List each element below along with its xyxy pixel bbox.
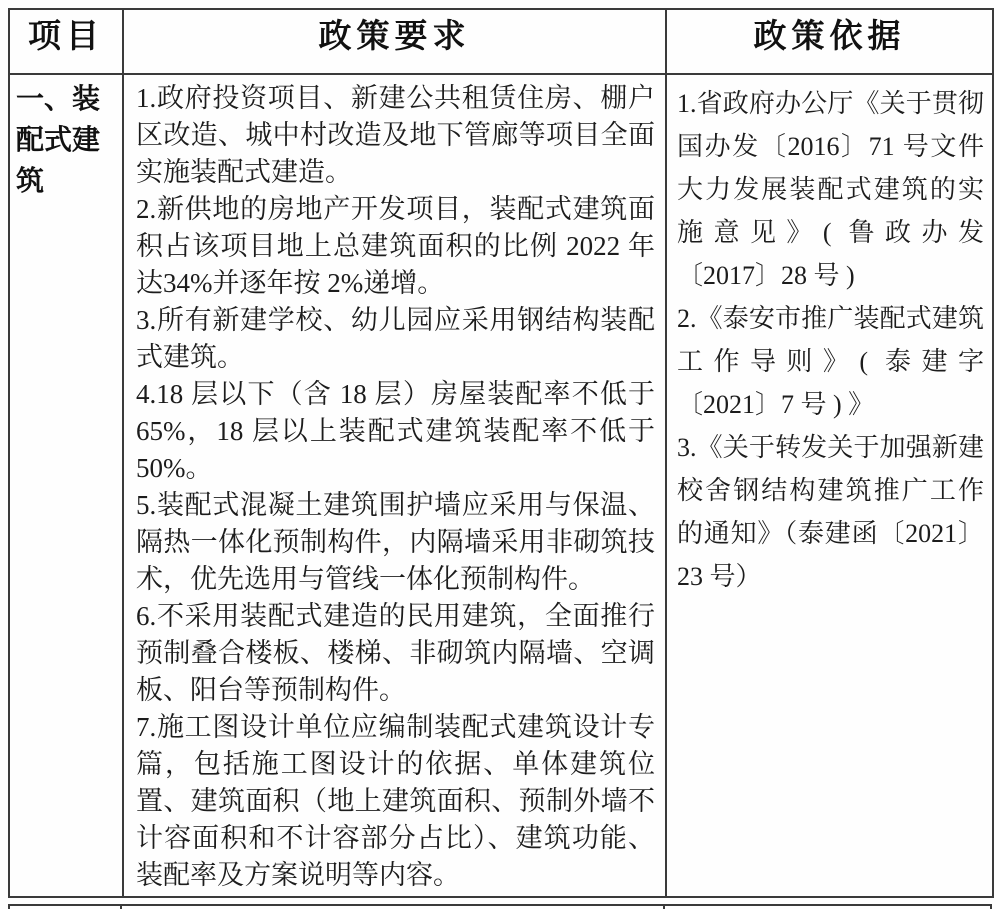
basis-paragraph: 1.省政府办公厅《关于贯彻国办发〔2016〕71 号文件大力发展装配式建筑的实施意见》( 鲁政办发〔2017〕28 号 ) bbox=[677, 89, 984, 290]
basis-paragraph: 2.《泰安市推广装配式建筑工作导则》( 泰建字〔2021〕7 号 ) 》 bbox=[677, 304, 984, 419]
requirement-paragraph: 5.装配式混凝土建筑围护墙应采用与保温、隔热一体化预制构件，内隔墙采用非砌筑技术，优先选用与管线一体化预制构件。 bbox=[136, 490, 655, 594]
requirement-paragraph: 2.新供地的房地产开发项目，装配式建筑面积占该项目地上总建筑面积的比例 2022 年达34%并逐年按 2%递增。 bbox=[136, 194, 655, 298]
requirement-paragraph: 7.施工图设计单位应编制装配式建筑设计专篇，包括施工图设计的依据、单体建筑位置、建筑面积（地上建筑面积、预制外墙不计容面积和不计容部分占比）、建筑功能、装配率及方案说明等内容。 bbox=[136, 712, 655, 890]
next-row-cutoff bbox=[8, 904, 992, 909]
header-cell-policy-basis: 政策依据 bbox=[666, 9, 993, 74]
header-row bbox=[9, 9, 993, 74]
basis-paragraph: 3.《关于转发关于加强新建校舍钢结构建筑推广工作的通知》（泰建函〔2021〕23 号） bbox=[677, 433, 984, 591]
requirement-paragraph: 4.18 层以下（含 18 层）房屋装配率不低于65%，18 层以上装配式建筑装配率不低于50%。 bbox=[136, 379, 655, 483]
header-cell-policy-requirements: 政策要求 bbox=[123, 9, 666, 74]
basis-cell bbox=[666, 74, 993, 897]
requirement-paragraph: 1.政府投资项目、新建公共租赁住房、棚户区改造、城中村改造及地下管廊等项目全面实施装配式建造。 bbox=[136, 83, 655, 187]
requirement-paragraph: 3.所有新建学校、幼儿园应采用钢结构装配式建筑。 bbox=[136, 305, 655, 372]
requirements-cell bbox=[123, 74, 666, 897]
requirement-paragraph: 6.不采用装配式建造的民用建筑，全面推行预制叠合楼板、楼梯、非砌筑内隔墙、空调板、阳台等预制构件。 bbox=[136, 601, 655, 705]
policy-table bbox=[8, 8, 994, 898]
row-item-label: 一、装配式建筑 bbox=[9, 74, 123, 897]
table-row bbox=[9, 74, 993, 897]
header-cell-item: 项目 bbox=[9, 9, 123, 74]
